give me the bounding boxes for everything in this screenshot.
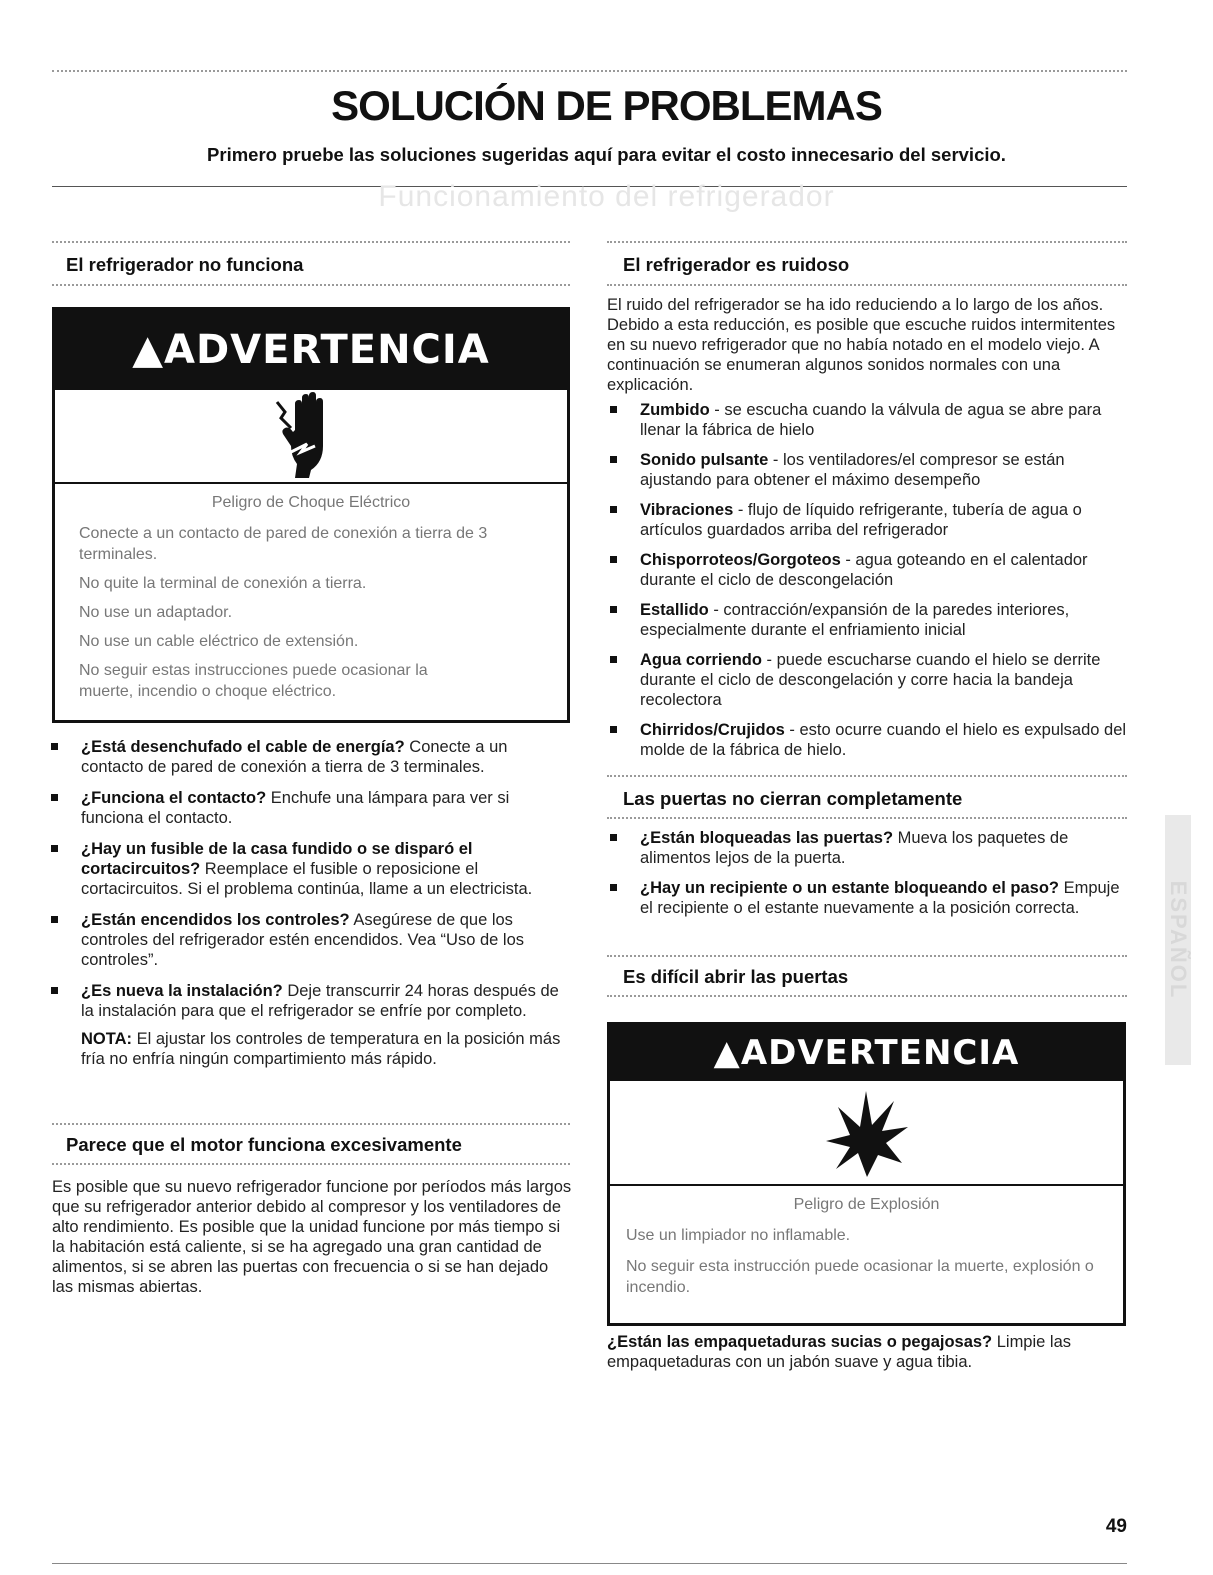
- gasket-paragraph: ¿Están las empaquetaduras sucias o pegajosas? Limpie las empaquetaduras con un jabón suave y agua tibia.: [607, 1333, 1072, 1371]
- divider: [52, 1163, 570, 1165]
- list-item: Zumbido - se escucha cuando la válvula de agua se abre para llenar la fábrica de hielo: [607, 400, 1127, 440]
- warning-line: No use un adaptador.: [79, 604, 233, 621]
- hazard-title: Peligro de Explosión: [793, 1196, 940, 1213]
- noise-intro: El ruido del refrigerador se ha ido reduciendo a lo largo de los años. Debido a esta reducción, es posible que escuche ruidos intermitentes en su nuevo refrigerador que no había notado en el modelo viejo. A continuación se enumeran algunos sonidos normales con una explicación.: [607, 296, 1116, 394]
- heading-doors-hard-to-open: Es difícil abrir las puertas: [623, 966, 849, 987]
- list-item: Agua corriendo - puede escucharse cuando el hielo se derrite durante el ciclo de descongelación y corre hacia la bandeja recolectora: [607, 650, 1127, 710]
- warning-line: No quite la terminal de conexión a tierra.: [79, 575, 367, 592]
- divider: [607, 955, 1127, 957]
- left-bullets: [48, 737, 568, 1069]
- footer-rule: [52, 1563, 1127, 1564]
- divider: [607, 241, 1127, 243]
- divider: [52, 1123, 570, 1125]
- noise-section: [607, 295, 1127, 760]
- heading-not-working: El refrigerador no funciona: [66, 254, 304, 275]
- list-item: Estallido - contracción/expansión de la paredes interiores, especialmente durante el enfriamiento inicial: [607, 600, 1127, 640]
- list-item: Sonido pulsante - los ventiladores/el compresor se están ajustando para obtener el máximo desempeño: [607, 450, 1127, 490]
- section-title: Funcionamiento del refrigerador: [378, 180, 835, 213]
- warning-line: Conecte a un contacto de pared de conexión a tierra de 3 terminales.: [79, 525, 488, 563]
- explosion-icon-area: [610, 1081, 1123, 1186]
- note: NOTA: El ajustar los controles de temperatura en la posición más fría no enfría ningún compartimiento más rápido.: [81, 1030, 561, 1068]
- divider: [607, 817, 1127, 819]
- list-item: ¿Hay un recipiente o un estante bloqueando el paso? Empuje el recipiente o el estante nuevamente a la posición correcta.: [607, 878, 1127, 918]
- divider: [607, 995, 1127, 997]
- explosion-warning-box: [607, 1022, 1126, 1326]
- divider: [607, 775, 1127, 777]
- divider: [52, 284, 570, 286]
- motor-paragraph: Es posible que su nuevo refrigerador funcione por períodos más largos que su refrigerador anterior debido al compresor y los ventiladores de alto rendimiento. Es posible que la unidad funcione por más tiempo si la habitación está caliente, si se ha agregado una gran cantidad de alimentos, si se abren las puertas con frecuencia o si se han dejado las mismas abiertas.: [52, 1178, 572, 1296]
- warning-line: No seguir esta instrucción puede ocasionar la muerte, explosión o incendio.: [626, 1258, 1094, 1296]
- shock-warning-text: [55, 484, 567, 702]
- warning-triangle-icon: ▲: [132, 327, 165, 373]
- heading-doors-not-closing: Las puertas no cierran completamente: [623, 788, 963, 809]
- list-item: ¿Están encendidos los controles? Asegúrese de que los controles del refrigerador estén encendidos. Vea “Uso de los controles”.: [48, 910, 568, 970]
- list-item: Chisporroteos/Gorgoteos - agua goteando en el calentador durante el ciclo de descongelación: [607, 550, 1127, 590]
- divider: [52, 241, 570, 243]
- top-dotted-rule: [52, 70, 1127, 72]
- warning-triangle-icon: ▲: [713, 1033, 741, 1073]
- divider: [607, 284, 1127, 286]
- page-subtitle: Primero pruebe las soluciones sugeridas aquí para evitar el costo innecesario del servicio.: [207, 144, 1006, 165]
- electric-shock-hand-icon: [271, 390, 351, 480]
- warning-banner: ▲ADVERTENCIA: [55, 310, 567, 390]
- language-side-label: ESPAÑOL: [1166, 880, 1191, 1000]
- shock-warning-box: [52, 307, 570, 723]
- warning-line: Use un limpiador no inflamable.: [626, 1227, 851, 1244]
- list-item: ¿Está desenchufado el cable de energía? Conecte a un contacto de pared de conexión a tierra de 3 terminales.: [48, 737, 568, 777]
- explosion-icon: [822, 1085, 912, 1181]
- warning-banner: ▲ADVERTENCIA: [610, 1025, 1123, 1081]
- page-title: SOLUCIÓN DE PROBLEMAS: [331, 82, 882, 129]
- list-item: Vibraciones - flujo de líquido refrigerante, tubería de agua o artículos guardados arriba del refrigerador: [607, 500, 1127, 540]
- door-section: [607, 828, 1127, 918]
- list-item: ¿Funciona el contacto? Enchufe una lámpara para ver si funciona el contacto.: [48, 788, 568, 828]
- heading-motor: Parece que el motor funciona excesivamente: [66, 1134, 462, 1155]
- heading-noisy: El refrigerador es ruidoso: [623, 254, 850, 275]
- list-item: ¿Hay un fusible de la casa fundido o se disparó el cortacircuitos? Reemplace el fusible o reposicione el cortacircuitos. Si el problema continúa, llame a un electricista.: [48, 839, 568, 899]
- warning-line: No seguir estas instrucciones puede ocasionar la muerte, incendio o choque eléctrico.: [79, 662, 428, 700]
- explosion-warning-text: [610, 1186, 1123, 1298]
- warning-line: No use un cable eléctrico de extensión.: [79, 633, 359, 650]
- shock-icon-area: [55, 390, 567, 484]
- hazard-title: Peligro de Choque Eléctrico: [211, 494, 411, 511]
- list-item: ¿Están bloqueadas las puertas? Mueva los paquetes de alimentos lejos de la puerta.: [607, 828, 1127, 868]
- list-item: Chirridos/Crujidos - esto ocurre cuando el hielo es expulsado del molde de la fábrica de hielo.: [607, 720, 1127, 760]
- list-item: ¿Es nueva la instalación? Deje transcurrir 24 horas después de la instalación para que el refrigerador se enfríe por completo.: [48, 981, 568, 1021]
- page-number: 49: [1105, 1516, 1127, 1537]
